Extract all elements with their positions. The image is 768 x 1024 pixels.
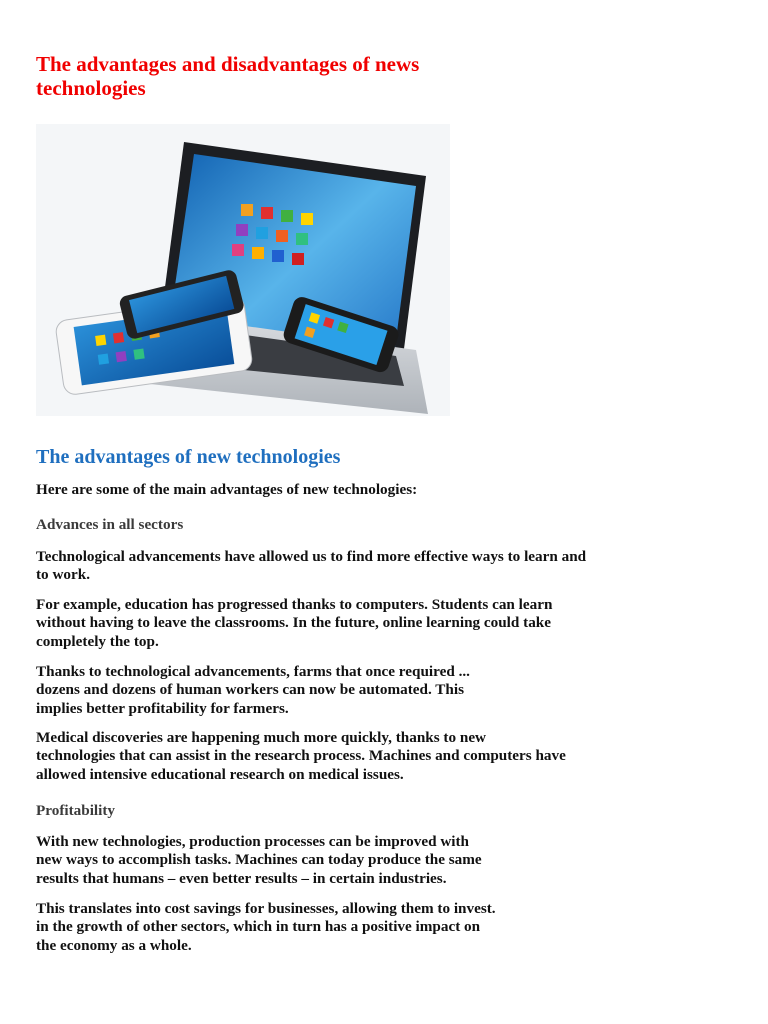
- paragraph-line: allowed intensive educational research on medical issues.: [36, 765, 404, 783]
- paragraph: [36, 900, 496, 955]
- paragraph-line: For example, education has progressed thanks to computers. Students can learn: [36, 596, 553, 613]
- paragraph-line: dozens and dozens of human workers can now be automated. This: [36, 681, 464, 699]
- paragraph-line: completely the top.: [36, 632, 159, 650]
- paragraph-line: in the growth of other sectors, which in turn has a positive impact on: [36, 918, 481, 936]
- document-title: The advantages and disadvantages of news technologies: [36, 52, 420, 100]
- paragraph: [36, 663, 470, 718]
- subsection-heading: Advances in all sectors: [36, 516, 184, 533]
- paragraph-line: new ways to accomplish tasks. Machines can today produce the same: [36, 851, 482, 869]
- section-intro: Here are some of the main advantages of new technologies:: [36, 481, 418, 498]
- paragraph-line: This translates into cost savings for businesses, allowing them to invest.: [36, 900, 496, 917]
- paragraph-line: technologies that can assist in the research process. Machines and computers have: [36, 747, 566, 765]
- paragraph: [36, 729, 566, 784]
- paragraph-line: results that humans – even better results – in certain industries.: [36, 869, 447, 887]
- paragraph-line: Technological advancements have allowed us to find more effective ways to learn and: [36, 548, 587, 565]
- paragraph-line: Thanks to technological advancements, farms that once required ...: [36, 663, 470, 680]
- paragraph-line: without having to leave the classrooms. In the future, online learning could take: [36, 614, 551, 632]
- subsection-heading: Profitability: [36, 802, 116, 819]
- paragraph: [36, 833, 482, 888]
- paragraph-line: Medical discoveries are happening much more quickly, thanks to new: [36, 729, 487, 746]
- paragraph: [36, 596, 552, 651]
- paragraph-line: to work.: [36, 566, 90, 584]
- devices-illustration: [36, 124, 450, 416]
- section-heading: The advantages of new technologies: [36, 446, 341, 468]
- paragraph-line: With new technologies, production processes can be improved with: [36, 833, 470, 850]
- paragraph-line: the economy as a whole.: [36, 936, 192, 954]
- paragraph: [36, 548, 586, 585]
- paragraph-line: implies better profitability for farmers.: [36, 699, 289, 717]
